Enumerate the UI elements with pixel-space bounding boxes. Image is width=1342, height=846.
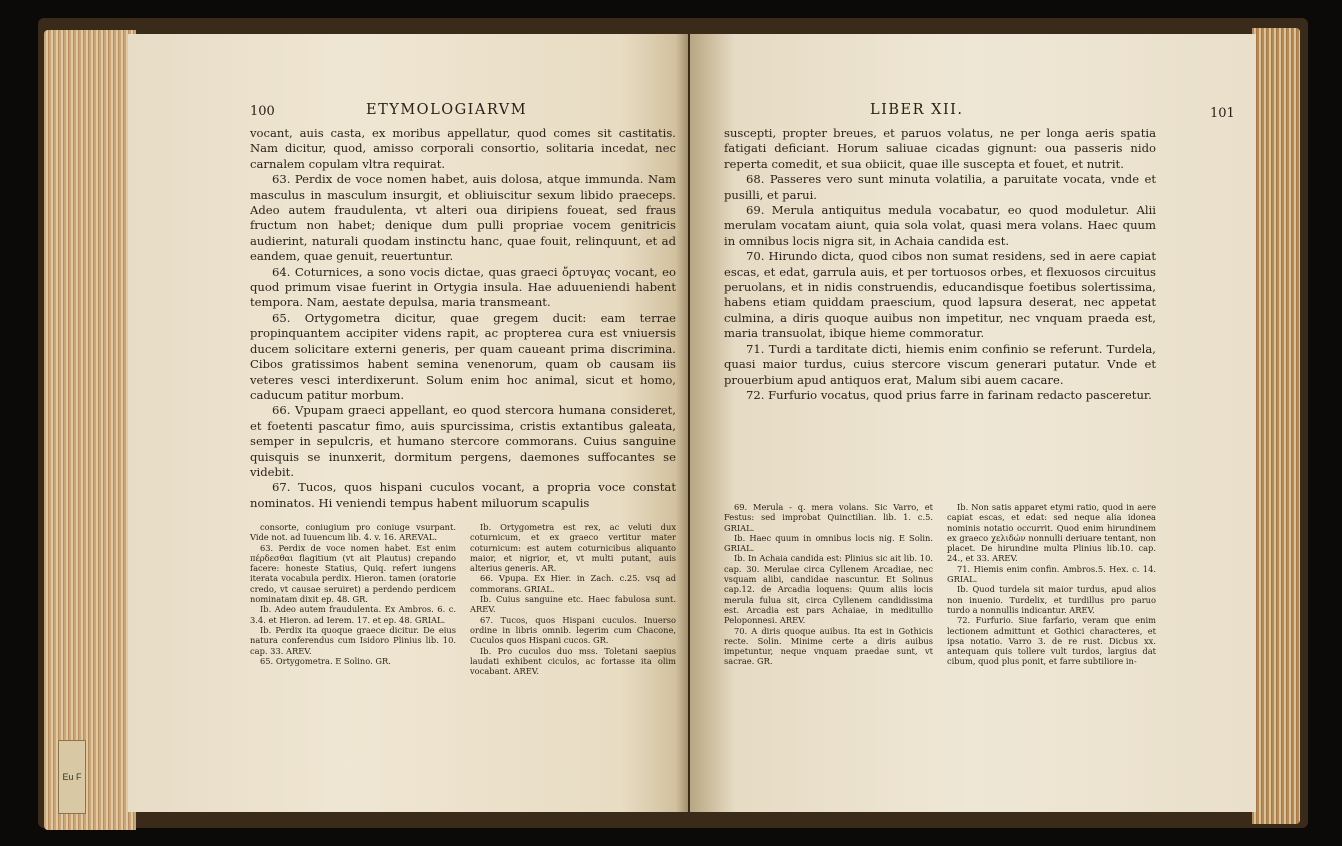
footnote: 67. Tucos, quos Hispani cuculos. Inuerso ordine in libris omnib. legerim cum Chacone, Cuculos quos Hispani cucos. GR. <box>470 614 676 646</box>
right-running-head: LIBER XII. <box>870 102 964 118</box>
paragraph: vocant, auis casta, ex moribus appellatur, quod comes sit castitatis. Nam dicitur, quod, amisso corporali consortio, solitaria incedat, nec carnalem copulam vltra requirat. <box>250 126 676 171</box>
paragraph: 70. Hirundo dicta, quod cibos non sumat residens, sed in aere capiat escas, et edat, garrula auis, et per tortuosos orbes, et flexuosos circuitus peruolans, et in nidis construendis, educandisque foetibus solertissima, habens etiam quiddam praescium, quod lapsura deserat, nec appetat culmina, a diris quoque auibus non impetitur, nec vnquam praeda est, maria transuolat, ibique hieme commoratur. <box>724 249 1156 341</box>
footnote: Ib. Adeo autem fraudulenta. Ex Ambros. 6. c. 3.4. et Hieron. ad Ierem. 17. et ep. 48. GRIAL. <box>250 604 456 625</box>
paragraph: 68. Passeres vero sunt minuta volatilia, a paruitate vocata, vnde et pusilli, et parui. <box>724 172 1156 202</box>
paragraph: 67. Tucos, quos hispani cuculos vocant, a propria voce constat nominatos. Hi veniendi tempus habent miluorum scapulis <box>250 480 676 510</box>
paragraph: 69. Merula antiquitus medula vocabatur, eo quod moduletur. Alii merulam vocatam aiunt, quia sola volat, quasi mera volans. Haec quum in omnibus locis nigra sit, in Achaia candida est. <box>724 203 1156 248</box>
left-footnotes <box>250 522 676 792</box>
footnote: 70. A diris quoque auibus. Ita est in Gothicis recte. Solin. Minime certe a diris auibus impetuntur, neque vnquam praedae sunt, vt sacrae. GR. <box>724 625 933 667</box>
footnote: 72. Furfurio. Siue farfario, veram que enim lectionem admittunt et Gothici characteres, et ipsa notatio. Varro 3. de re rust. Dicbus xx. antequam quis tollere vult turdos, largius dat cibum, quod plus ponit, et farre subtiliore in- <box>947 615 1156 667</box>
footnote: 66. Vpupa. Ex Hier. in Zach. c.25. vsq ad commorans. GRIAL. <box>470 573 676 594</box>
paragraph: suscepti, propter breues, et paruos volatus, ne per longa aeris spatia fatigati deficiant. Horum saliuae cicadas gignunt: oua passeris nido reperta comedit, et sua obiicit, quae ille suscepta et fouet, et nutrit. <box>724 126 1156 171</box>
footnote: Ib. Perdix ita quoque graece dicitur. De eius natura conferendus cum Isidoro Plinius lib. 10. cap. 33. AREV. <box>250 624 456 656</box>
footnote: 63. Perdix de voce nomen habet. Est enim πέρδεσθαι flagitium (vt ait Plautus) crepando facere: honeste Statius, Quiq. refert iungens iterata vocabula perdix. Hieron. tamen (oratorie credo, vt causae seruiret) a perdendo perdicem nominatam dixit ep. 48. GR. <box>250 542 456 605</box>
footnote: Ib. Haec quum in omnibus locis nig. E Solin. GRIAL. <box>724 532 933 554</box>
library-tag: Eu F <box>58 740 86 814</box>
paragraph: 72. Furfurio vocatus, quod prius farre in farinam redacto pasceretur. <box>746 387 1152 402</box>
footnote: Ib. Quod turdela sit maior turdus, apud alios non inuenio. Turdelix, et turdillus pro paruo turdo a nonnullis indicantur. AREV. <box>947 584 1156 615</box>
left-folio: 100 <box>250 104 275 119</box>
footnote: Ib. In Achaia candida est: Plinius sic ait lib. 10. cap. 30. Merulae circa Cyllenem Arcadiae, nec vsquam alibi, candidae nascuntur. Et Solinus cap.12. de Arcadia loquens: Quum aliis locis merula fulua sit, circa Cyllenem candidissima est. Arcadia est pars Achaiae, in meditullio Peloponnesi. AREV. <box>724 553 933 626</box>
left-page <box>128 34 688 812</box>
left-running-head: ETYMOLOGIARVM <box>366 102 528 118</box>
page-edges-left <box>44 30 136 830</box>
footnote: consorte, coniugium pro coniuge vsurpant. Vide not. ad Iuuencum lib. 4. v. 16. AREVAL. <box>250 522 456 543</box>
footnote: 65. Ortygometra. E Solino. GR. <box>260 655 391 666</box>
page-edges-right <box>1252 28 1300 824</box>
footnote: 71. Hiemis enim confin. Ambros.5. Hex. c. 14. GRIAL. <box>947 563 1156 585</box>
right-body-text <box>724 126 1156 403</box>
left-body-text <box>250 126 676 511</box>
footnote: Ib. Cuius sanguine etc. Haec fabulosa sunt. AREV. <box>470 594 676 615</box>
right-footnotes <box>724 502 1156 792</box>
footnote: 69. Merula - q. mera volans. Sic Varro, et Festus: sed improbat Quinctilian. lib. 1. c.5. GRIAL. <box>724 502 933 533</box>
paragraph: 65. Ortygometra dicitur, quae gregem ducit: eam terrae propinquantem accipiter videns rapit, ac propterea cura est vniuersis ducem solicitare externi generis, per quam caueant prima discrimina. Cibos gratissimos habent semina venenorum, quam ob causam iis veteres vesci interdixerunt. Solum enim hoc animal, sicut et homo, caducum patitur morbum. <box>250 310 676 402</box>
footnote: Ib. Ortygometra est rex, ac veluti dux coturnicum, et ex graeco vertitur mater coturnicum: est autem coturnicibus aliquanto maior, et nigrior, et, vt multi putant, auis alterius generis. AR. <box>470 522 676 574</box>
paragraph: 66. Vpupam graeci appellant, eo quod stercora humana consideret, et foetenti pascatur fimo, auis spurcissima, cristis extantibus galeata, semper in sepulcris, et humano stercore commorans. Cuius sanguine quisquis se inunxerit, dormitum pergens, daemones suffocantes se videbit. <box>250 403 676 479</box>
paragraph: 63. Perdix de voce nomen habet, auis dolosa, atque immunda. Nam masculus in masculum insurgit, et obliuiscitur sexum libido praeceps. Adeo autem fraudulenta, vt alteri oua diripiens foueat, sed fraus fructum non habet; denique dum pulli propriae vocem genitricis audierint, naturali quodam instinctu hanc, quae fouit, relinquunt, et ad eandem, quae genuit, reuertuntur. <box>250 172 676 264</box>
paragraph: 71. Turdi a tarditate dicti, hiemis enim confinio se referunt. Turdela, quasi maior turdus, cuius stercore viscum generari putatur. Vnde et prouerbium apud antiquos erat, Malum sibi auem cacare. <box>724 341 1156 387</box>
right-folio: 101 <box>1210 106 1235 121</box>
footnote: Ib. Non satis apparet etymi ratio, quod in aere capiat escas, et edat: sed neque alia idonea nominis notatio occurrit. Quod enim hirundinem ex graeco χελιδών nonnulli deriuare tentant, non placet. De hirundine multa Plinius lib.10. cap. 24., et 33. AREV. <box>947 502 1156 564</box>
paragraph: 64. Coturnices, a sono vocis dictae, quas graeci ὄρτυγας vocant, eo quod primum visae fuerint in Ortygia insula. Hae aduueniendi habent tempora. Nam, aestate depulsa, maria transmeant. <box>250 264 676 310</box>
right-page <box>690 34 1256 812</box>
footnote: Ib. Pro cuculos duo mss. Toletani saepius laudati exhibent ciculos, ac fortasse ita olim vocabant. AREV. <box>470 645 676 677</box>
